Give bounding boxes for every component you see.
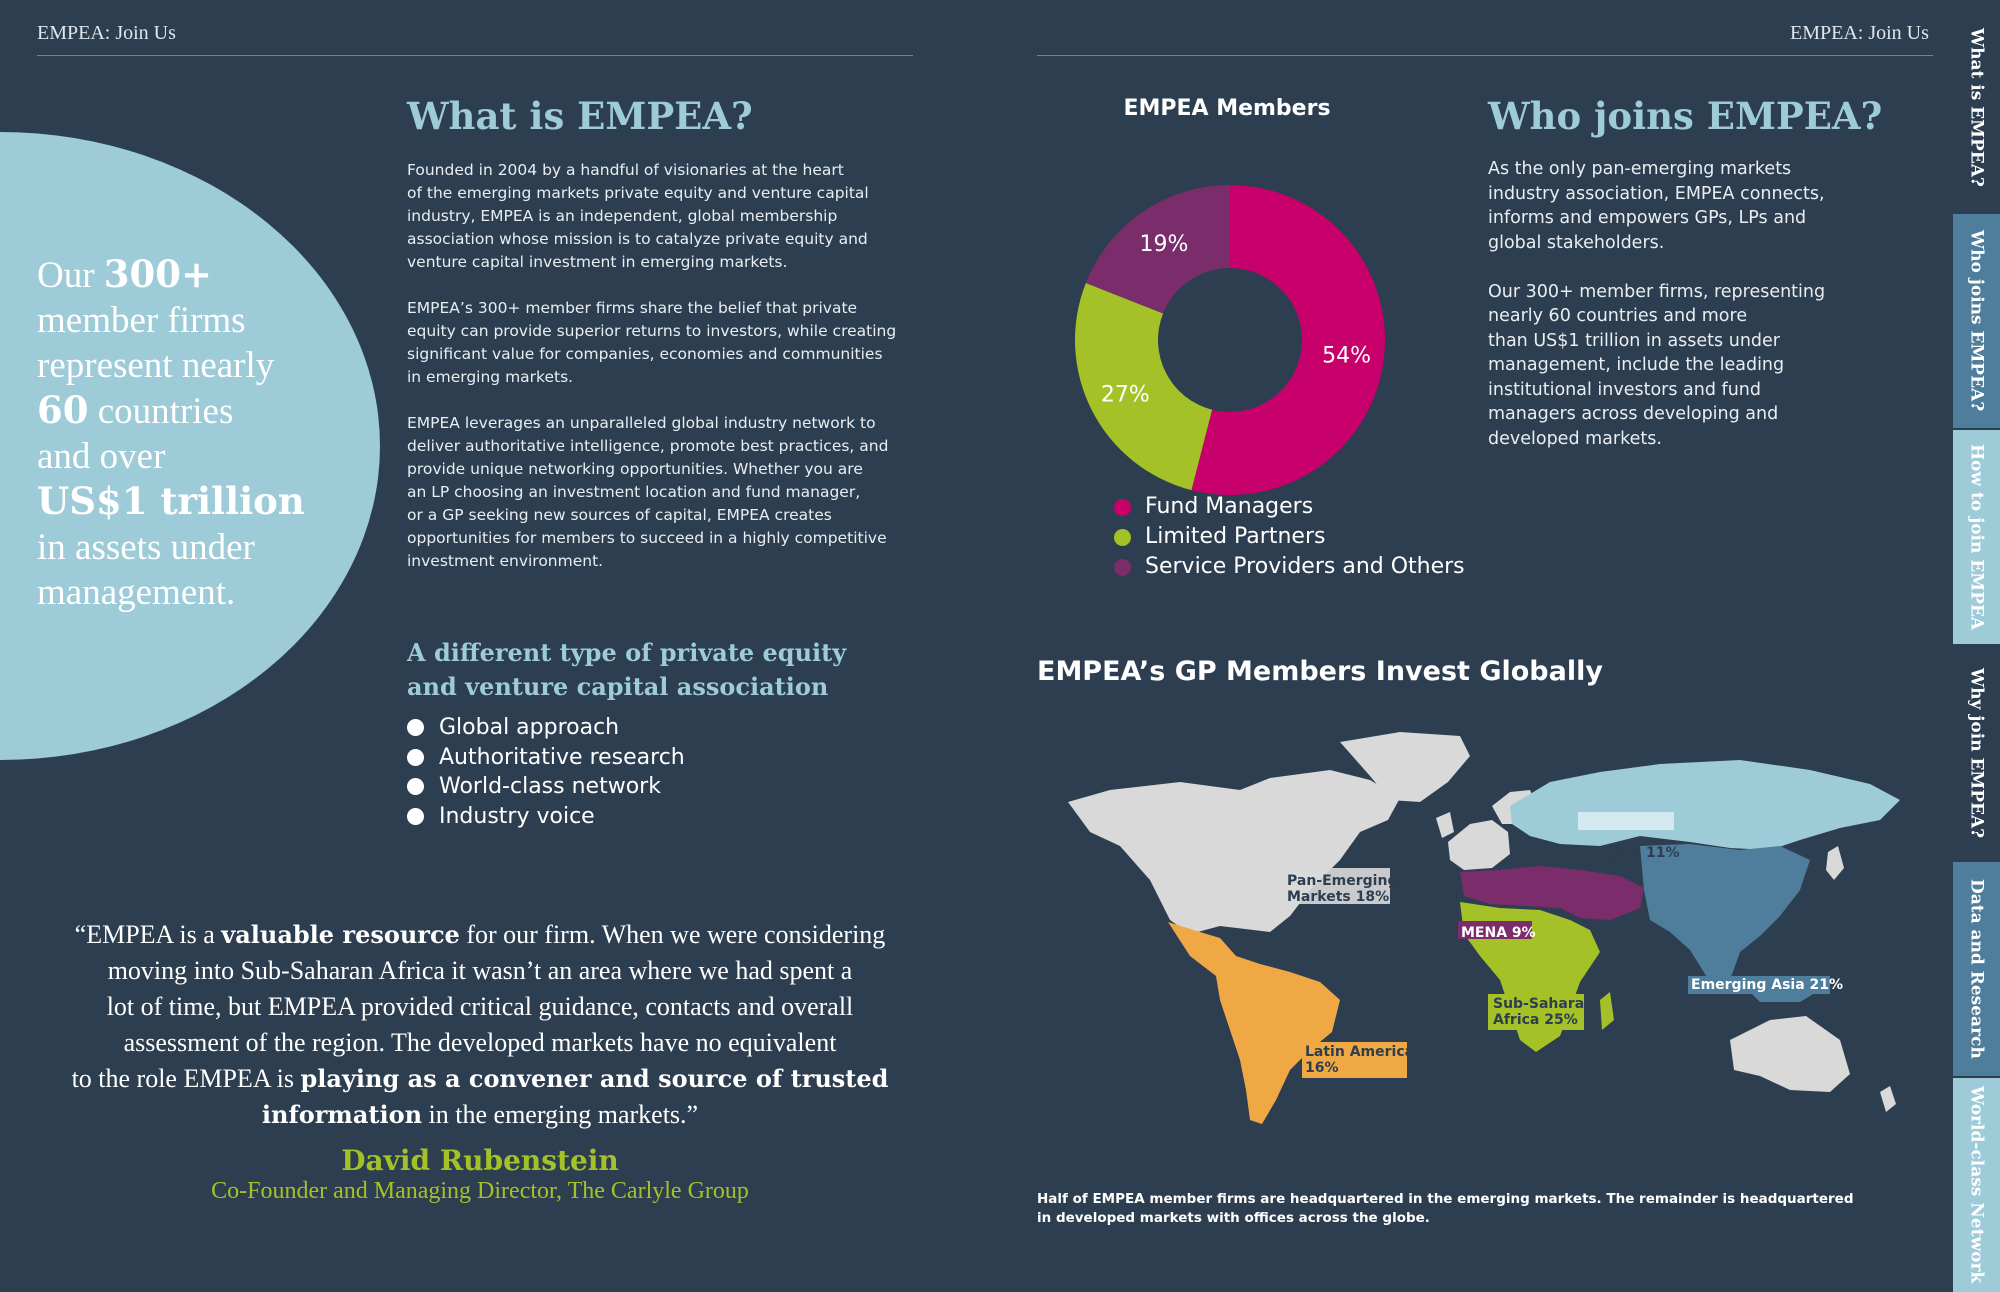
text-line: management, include the leading — [1488, 355, 1785, 375]
what-is-empea-body — [407, 159, 907, 596]
members-chart-title: EMPEA Members — [1123, 96, 1331, 121]
bullet-item — [407, 743, 685, 773]
what-paragraph-1 — [407, 159, 907, 274]
who-paragraph-2 — [1488, 280, 1868, 452]
header-rule-left — [37, 55, 913, 56]
text-line: EMPEA’s 300+ member firms share the belief that private — [407, 299, 858, 317]
bullet-dot-icon — [407, 719, 424, 736]
text-line: than US$1 trillion in assets under — [1488, 330, 1780, 351]
header-left: EMPEA: Join Us — [37, 22, 176, 44]
legend-swatch-icon — [1114, 529, 1131, 546]
what-is-empea-title: What is EMPEA? — [407, 94, 753, 138]
legend-label: Service Providers and Others — [1145, 554, 1465, 579]
text-line: significant value for companies, economies and communities — [407, 345, 883, 363]
new-zealand-shape — [1880, 1086, 1896, 1112]
europe-shape — [1448, 820, 1510, 870]
legend-label: Limited Partners — [1145, 524, 1326, 549]
bullet-item — [407, 772, 685, 802]
bullet-text: Authoritative research — [439, 744, 685, 770]
bullet-text: World-class network — [439, 774, 661, 799]
section-tab-label: What is EMPEA? — [1966, 27, 1987, 187]
text-line: association whose mission is to catalyze private equity and — [407, 230, 868, 248]
members-donut-chart — [1070, 180, 1390, 500]
text-line: venture capital investment in emerging markets. — [407, 253, 788, 271]
testimonial-quote: “EMPEA is a valuable resource for our firm. When we were considering moving into Sub-Saharan Africa it wasn’t an area where we had spent a lot of time, but EMPEA provided critical guidance, contacts and overall assessment of the region. The developed markets have no equivalent to the role EMPEA is playing as a convener and source of trusted information in the emerging markets.” — [71, 920, 889, 1129]
legend-item — [1114, 522, 1465, 552]
header-rule-right — [1037, 55, 1933, 56]
who-paragraph-1 — [1488, 157, 1868, 255]
text-line: institutional investors and fund — [1488, 379, 1761, 400]
japan-shape — [1826, 846, 1844, 880]
text-line: industry association, EMPEA connects, — [1488, 183, 1825, 204]
text-line: industry, EMPEA is an independent, global membership — [407, 207, 838, 225]
section-tab-label: Why join EMPEA? — [1966, 667, 1987, 839]
map-label-emerging-asia: Emerging Asia 21% — [1691, 977, 1844, 993]
text-line: deliver authoritative intelligence, promote best practices, and — [407, 437, 889, 455]
legend-item — [1114, 552, 1465, 582]
benefit-list — [407, 713, 685, 831]
bullet-dot-icon — [407, 808, 424, 825]
section-tab-label: How to join EMPEA — [1966, 444, 1987, 630]
what-paragraph-3 — [407, 412, 907, 573]
bullet-item — [407, 802, 685, 832]
who-joins-body — [1488, 157, 1868, 474]
section-tab-label: Data and Research — [1966, 879, 1987, 1059]
legend-item — [1114, 492, 1465, 522]
legend-label: Fund Managers — [1145, 494, 1314, 519]
text-line: in emerging markets. — [407, 368, 574, 386]
text-line: informs and empowers GPs, LPs and — [1488, 208, 1807, 228]
section-tabs — [1953, 0, 2000, 1292]
bullet-dot-icon — [407, 778, 424, 795]
section-tab-what-is-empea[interactable] — [1953, 0, 2000, 214]
text-line: EMPEA leverages an unparalleled global industry network to — [407, 414, 876, 432]
map-label-latin-america: Latin America 16% — [1305, 1044, 1415, 1076]
what-paragraph-2 — [407, 297, 907, 389]
text-line: opportunities for members to succeed in a highly competitive — [407, 529, 887, 547]
text-line: managers across developing and — [1488, 404, 1779, 424]
section-tab-why-join-empea[interactable] — [1953, 646, 2000, 860]
text-line: an LP choosing an investment location and fund manager, — [407, 483, 861, 501]
text-line: of the emerging markets private equity and venture capital — [407, 184, 869, 202]
text-line: As the only pan-emerging markets — [1488, 159, 1792, 179]
map-footnote: Half of EMPEA member firms are headquartered in the emerging markets. The remainder is headquartered in developed markets with offices across the globe. — [1037, 1191, 1854, 1226]
header-right: EMPEA: Join Us — [1790, 22, 1929, 44]
members-chart-legend — [1114, 492, 1465, 582]
bullet-text: Global approach — [439, 715, 620, 740]
legend-swatch-icon — [1114, 559, 1131, 576]
circle-statement: Our 300+ member firms represent nearly 60 countries and over US$1 trillion in assets under management. — [37, 252, 305, 613]
who-joins-title: Who joins EMPEA? — [1488, 94, 1883, 138]
text-line: developed markets. — [1488, 428, 1662, 449]
text-line: provide unique networking opportunities. Whether you are — [407, 460, 863, 478]
section-tab-who-joins-empea[interactable] — [1953, 214, 2000, 428]
map-label-cee-cis: CEE/CIS 11% — [1581, 845, 1680, 861]
north-america-shape — [1068, 770, 1400, 934]
map-label-sub-saharan-africa: Sub-Saharan Africa 25% — [1493, 996, 1595, 1028]
label-cee-cis — [1578, 812, 1674, 830]
section-tab-label: World-class Network — [1966, 1086, 1987, 1284]
different-type-heading: A different type of private equity and venture capital association — [407, 638, 847, 701]
text-line: global stakeholders. — [1488, 232, 1665, 253]
section-tab-world-class-network[interactable] — [1953, 1078, 2000, 1292]
bullet-dot-icon — [407, 749, 424, 766]
text-line: nearly 60 countries and more — [1488, 306, 1748, 326]
quote-author-name: David Rubenstein — [341, 1144, 619, 1177]
donut-value-label: 27% — [1100, 382, 1150, 408]
section-tab-label: Who joins EMPEA? — [1966, 230, 1987, 412]
map-title: EMPEA’s GP Members Invest Globally — [1037, 656, 1603, 687]
text-line: Founded in 2004 by a handful of visionaries at the heart — [407, 161, 844, 179]
quote-author-role: Co-Founder and Managing Director, The Carlyle Group — [211, 1178, 749, 1204]
text-line: Our 300+ member firms, representing — [1488, 281, 1826, 302]
australia-shape — [1730, 1016, 1850, 1092]
text-line: investment environment. — [407, 552, 604, 570]
section-tab-how-to-join-empea[interactable] — [1953, 430, 2000, 644]
map-label-pan-emerging: Pan-Emerging Markets 18% — [1287, 873, 1398, 905]
donut-value-label: 19% — [1139, 231, 1189, 257]
uk-shape — [1436, 812, 1454, 838]
text-line: equity can provide superior returns to investors, while creating — [407, 322, 897, 340]
section-tab-data-and-research[interactable] — [1953, 862, 2000, 1076]
bullet-item — [407, 713, 685, 743]
donut-value-label: 54% — [1322, 343, 1372, 369]
region-cee-cis — [1510, 760, 1900, 850]
legend-swatch-icon — [1114, 499, 1131, 516]
text-line: or a GP seeking new sources of capital, EMPEA creates — [407, 506, 832, 524]
region-latin-america — [1168, 922, 1340, 1124]
map-label-mena: MENA 9% — [1461, 925, 1536, 941]
bullet-text: Industry voice — [439, 803, 595, 829]
